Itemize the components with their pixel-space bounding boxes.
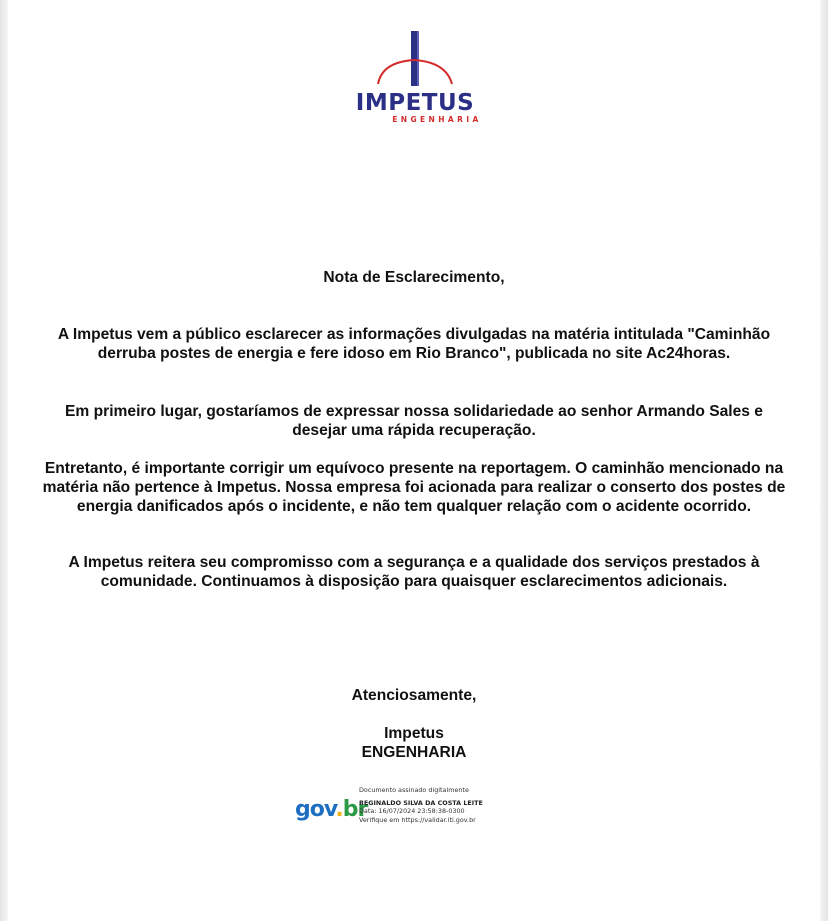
logo-subtitle: ENGENHARIA bbox=[392, 115, 482, 124]
signature-company: ENGENHARIA bbox=[361, 744, 467, 761]
letter-paragraph-1: A Impetus vem a público esclarecer as informações divulgadas na matéria intitulada "Caminhão derruba postes de energia e fere idoso em Rio Branco", publicada no site Ac24horas. bbox=[57, 326, 771, 362]
signature-date: Data: 16/07/2024 23:58:38-0300 bbox=[359, 807, 465, 816]
govbr-logo-br: br bbox=[342, 797, 368, 822]
signer-name: REGINALDO SILVA DA COSTA LEITE bbox=[359, 798, 483, 807]
letter-paragraph-4: A Impetus reitera seu compromisso com a segurança e a qualidade dos serviços prestados à comunidade. Continuamos à disposição para quaisquer esclarecimentos adicionais. bbox=[68, 554, 760, 590]
logo-wordmark: IMPETUS bbox=[355, 90, 475, 116]
letter-closing: Atenciosamente, bbox=[351, 687, 477, 704]
company-logo bbox=[340, 28, 490, 128]
page-edge-left bbox=[0, 0, 8, 921]
impetus-logo-mark-icon bbox=[374, 28, 456, 92]
verify-link[interactable]: Verifique em https://validar.iti.gov.br bbox=[359, 815, 476, 824]
signed-label: Documento assinado digitalmente bbox=[359, 786, 469, 794]
letter-title: Nota de Esclarecimento, bbox=[323, 269, 505, 286]
signature-details bbox=[359, 786, 535, 824]
page-edge-right bbox=[820, 0, 828, 921]
letter-paragraph-3: Entretanto, é importante corrigir um equívoco presente na reportagem. O caminhão mencionado na matéria não pertence à Impetus. Nossa empresa foi acionada para realizar o conserto dos postes de energia danificados após o incidente, e não tem qualquer relação com o acidente ocorrido. bbox=[42, 460, 786, 515]
digital-signature-stamp bbox=[295, 786, 535, 836]
govbr-logo bbox=[295, 797, 367, 823]
govbr-logo-dot: . bbox=[335, 797, 343, 822]
signature-name: Impetus bbox=[384, 725, 444, 742]
govbr-logo-gov: gov bbox=[295, 797, 336, 822]
letter-paragraph-2: Em primeiro lugar, gostaríamos de expressar nossa solidariedade ao senhor Armando Sales e desejar uma rápida recuperação. bbox=[65, 403, 763, 439]
